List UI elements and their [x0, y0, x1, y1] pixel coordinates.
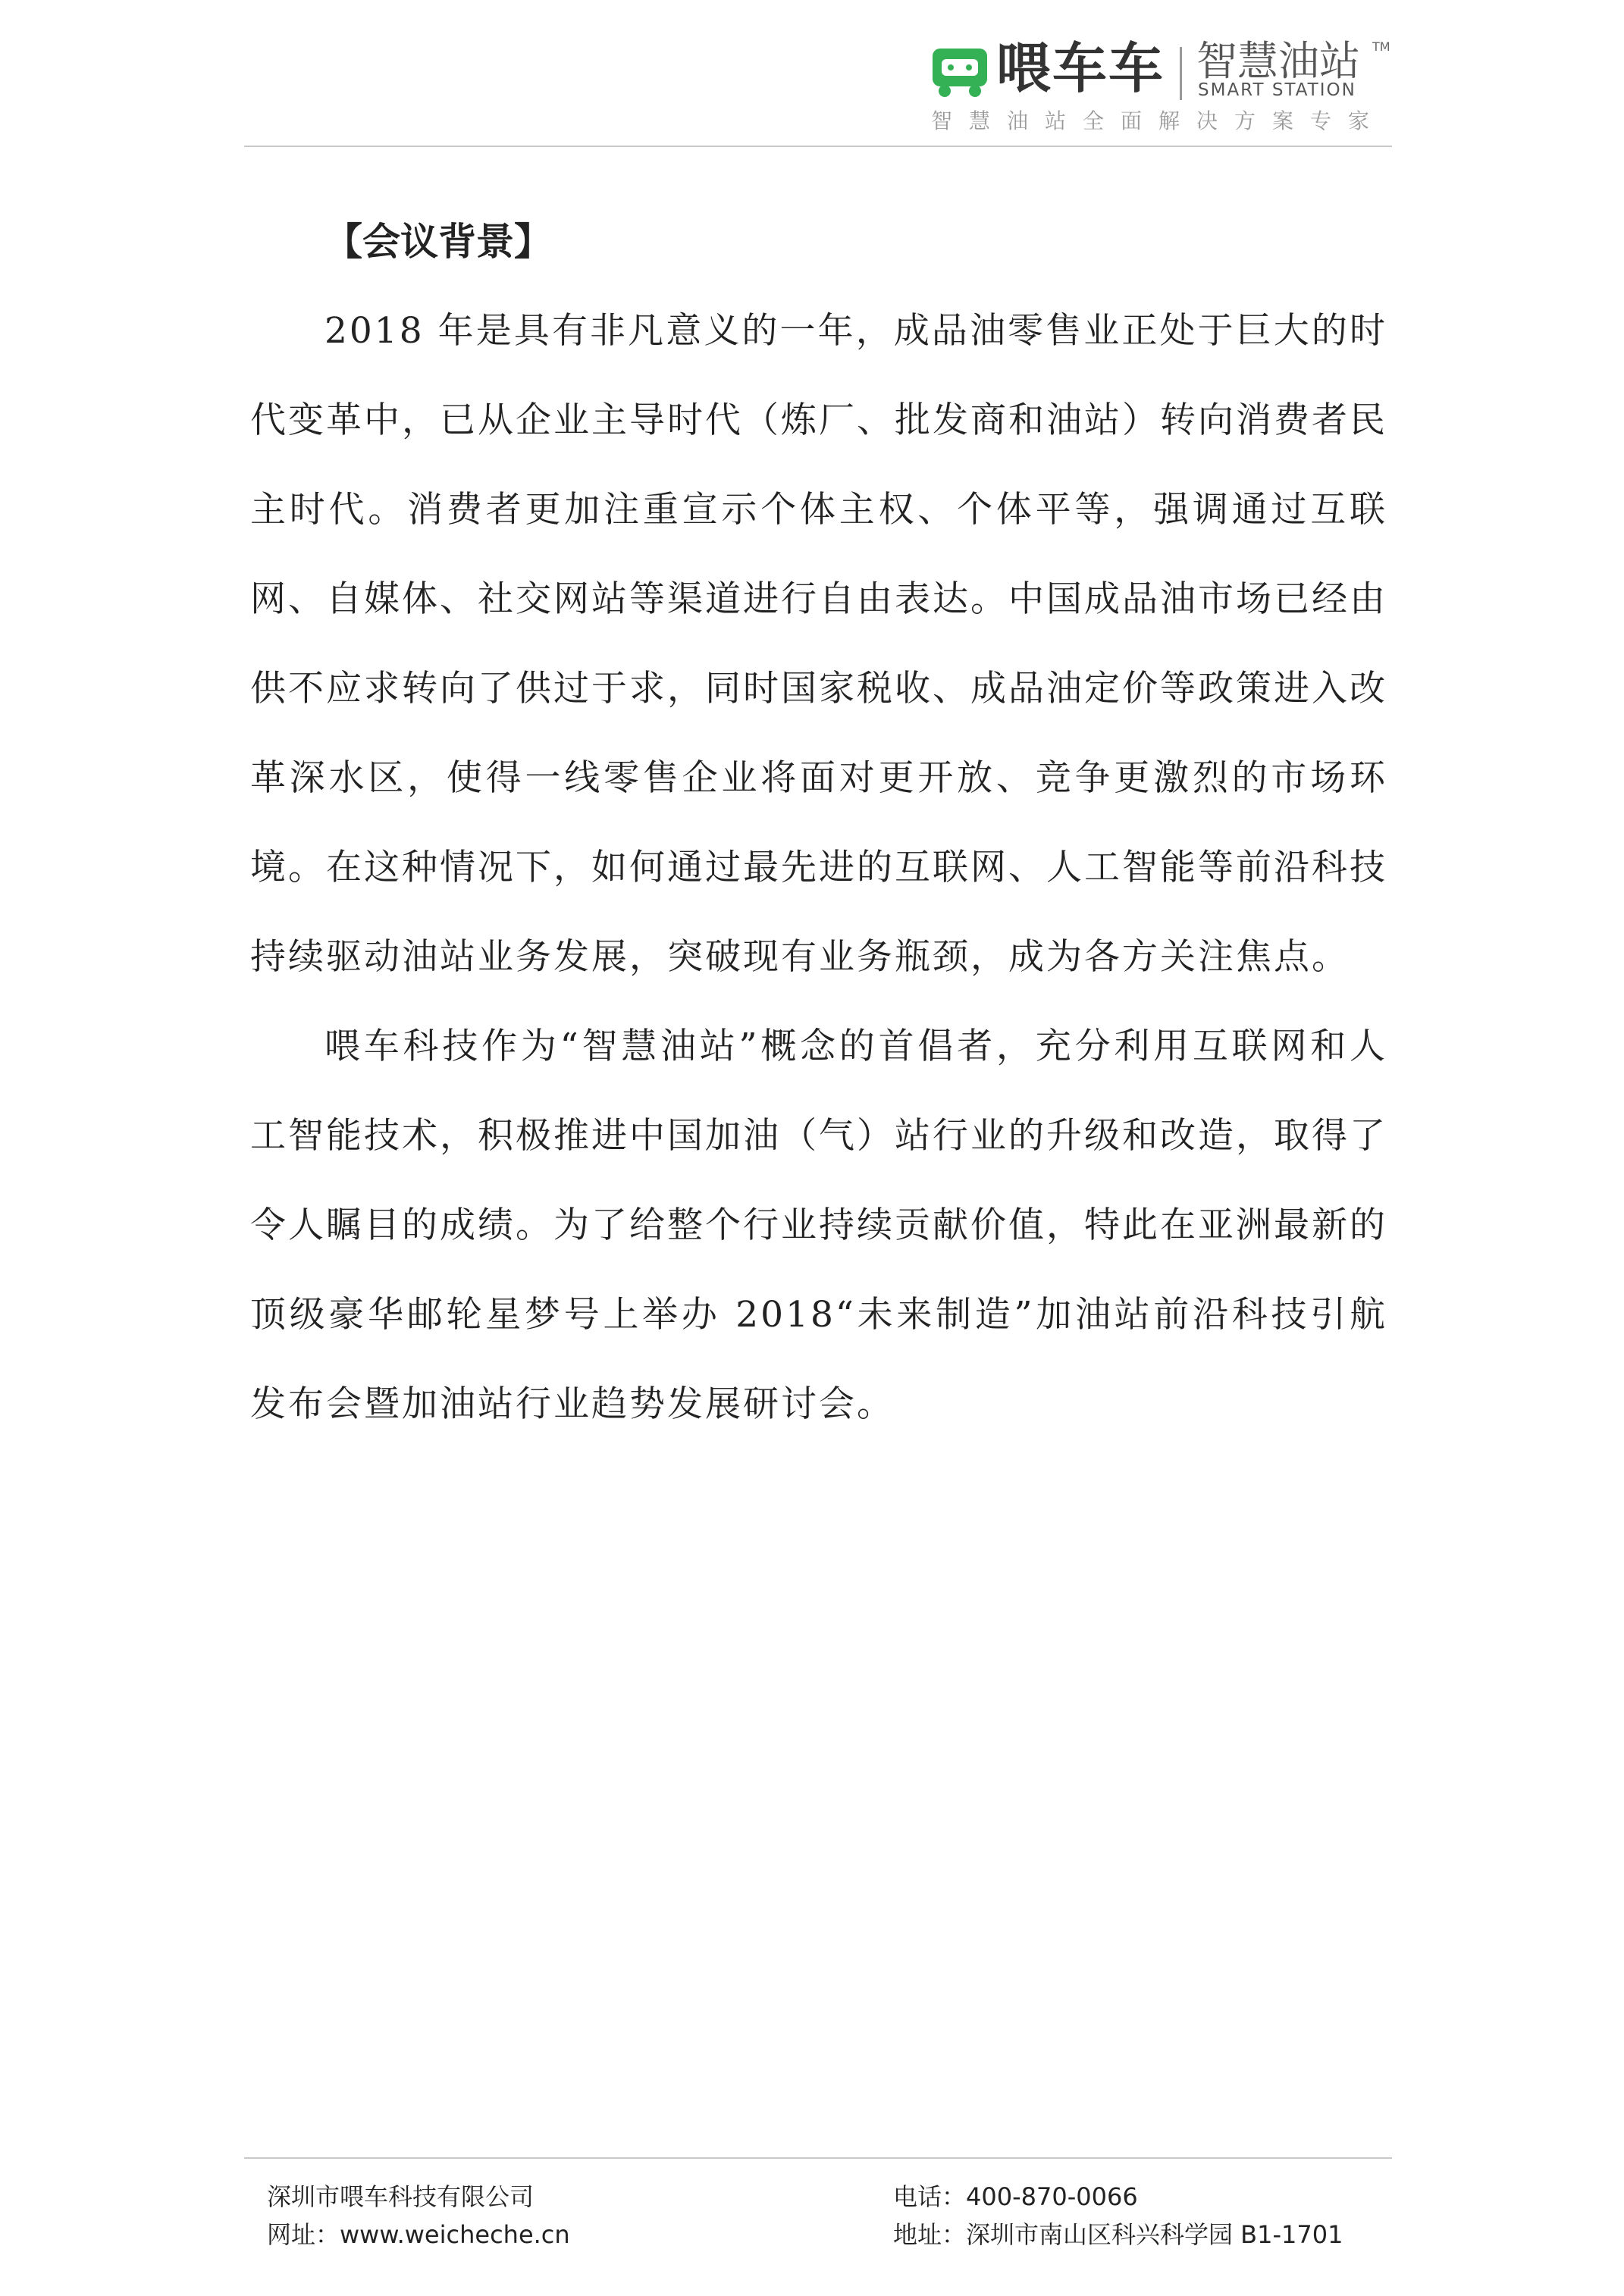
footer-phone: 电话：400-870-0066 — [893, 2182, 1138, 2211]
header-divider — [244, 146, 1392, 147]
document-body — [250, 197, 1387, 1449]
paragraph-company-intro: 喂车科技作为“智慧油站”概念的首倡者，充分利用互联网和人工智能技术，积极推进中国加油（气）站行业的升级和改造，取得了令人瞩目的成绩。为了给整个行业持续贡献价值，特此在亚洲最新的顶级豪华邮轮星梦号上举办 2018“未来制造”加油站前沿科技引航发布会暨加油站行业趋势发展研讨会。 — [250, 1026, 1387, 1425]
footer-website: 网址：www.weicheche.cn — [267, 2220, 570, 2249]
section-heading: 【会议背景】 — [324, 219, 552, 264]
car-logo-icon — [931, 45, 989, 99]
smart-station-english: SMART STATION — [1198, 80, 1356, 100]
brand-name: 喂车车 — [996, 36, 1165, 100]
paragraph-background: 2018 年是具有非凡意义的一年，成品油零售业正处于巨大的时代变革中，已从企业主导时代（炼厂、批发商和油站）转向消费者民主时代。消费者更加注重宣示个体主权、个体平等，强调通过互联网、自媒体、社交网站等渠道进行自由表达。中国成品油市场已经由供不应求转向了供过于求，同时国家税收、成品油定价等政策进入改革深水区，使得一线零售企业将面对更开放、竞争更激烈的市场环境。在这种情况下，如何通过最先进的互联网、人工智能等前沿科技持续驱动油站业务发展，突破现有业务瓶颈，成为各方关注焦点。 — [250, 310, 1387, 978]
page-header — [0, 0, 1624, 148]
brand-divider — [1180, 47, 1182, 100]
trademark-mark: TM — [1372, 39, 1390, 54]
brand-tagline: 智慧油站全面解决方案专家 — [931, 108, 1387, 133]
smart-station-name: 智慧油站 — [1196, 37, 1360, 85]
footer-divider — [244, 2157, 1392, 2159]
footer-address: 地址：深圳市南山区科兴科学园 B1-1701 — [893, 2220, 1343, 2249]
footer-company-name: 深圳市喂车科技有限公司 — [267, 2182, 535, 2211]
